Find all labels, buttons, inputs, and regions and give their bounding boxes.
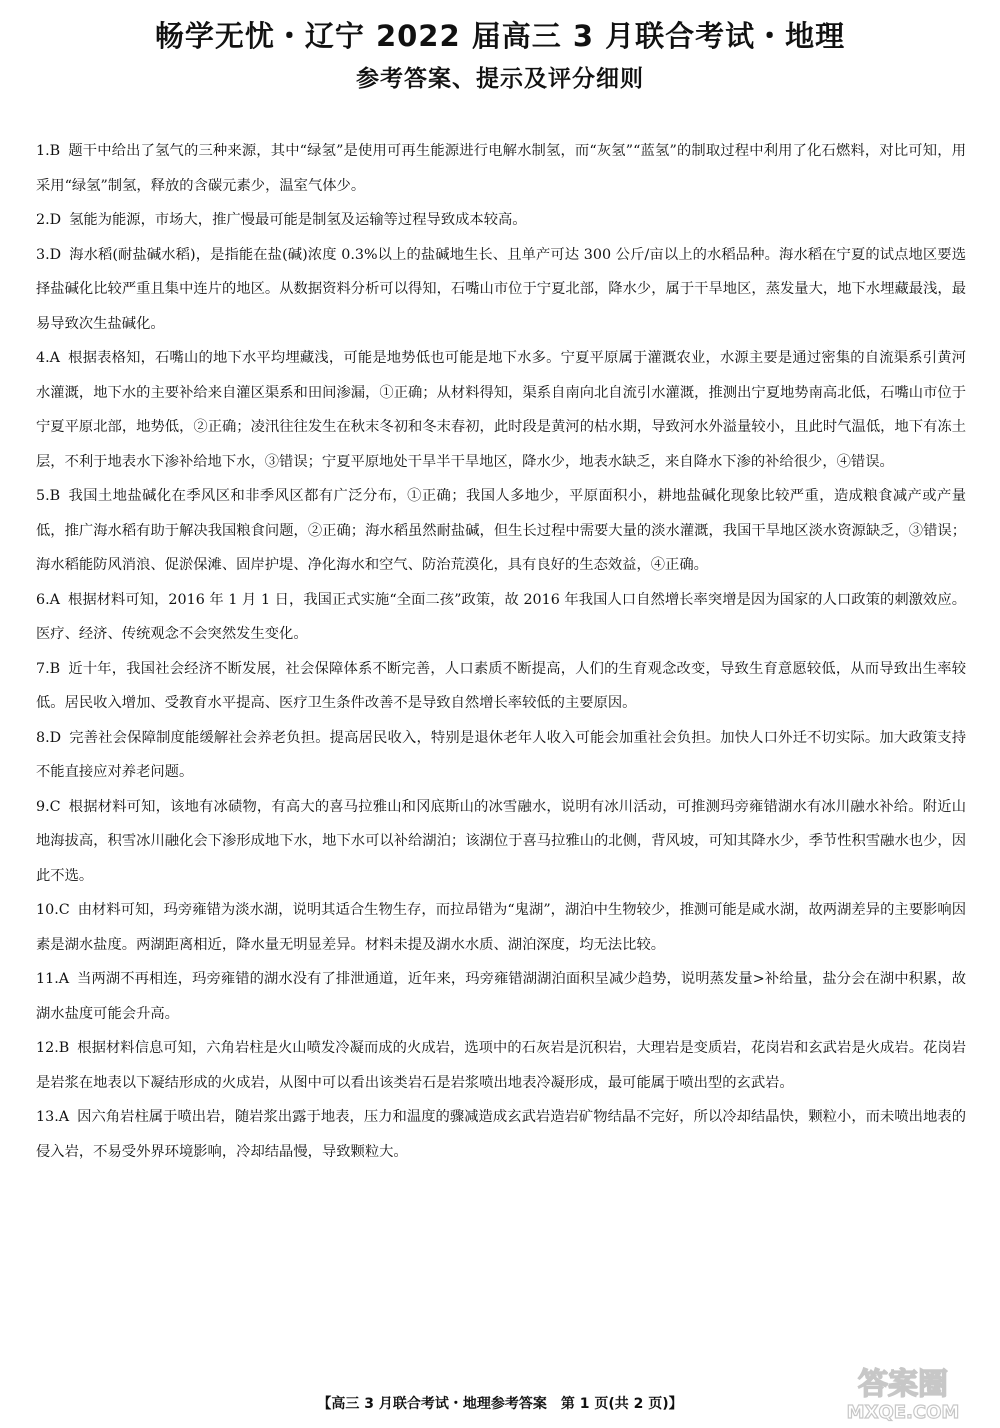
watermark-subtext: MXQE.COM <box>846 1402 960 1422</box>
answer-number: 11.A <box>36 971 70 987</box>
page-title: 畅学无忧・辽宁 2022 届高三 3 月联合考试・地理 <box>154 19 846 53</box>
answer-number: 12.B <box>36 1040 70 1056</box>
answer-text: 近十年，我国社会经济不断发展，社会保障体系不断完善，人口素质不断提高，人们的生育观念改变，导致生育意愿较低，从而导致出生率较低。居民收入增加、受教育水平提高、医疗卫生条件改善不是导致自然增长率较低的主要原因。 <box>36 660 966 711</box>
answer-number: 5.B <box>36 488 61 504</box>
answer-text: 因六角岩柱属于喷出岩，随岩浆出露于地表，压力和温度的骤减造成玄武岩造岩矿物结晶不完好，所以冷却结晶快，颗粒小，而未喷出地表的侵入岩，不易受外界环境影响，冷却结晶慢，导致颗粒大。 <box>36 1109 966 1160</box>
answer-number: 10.C <box>36 902 70 918</box>
answer-text: 根据材料可知，2016 年 1 月 1 日，我国正式实施“全面二孩”政策，故 2016 年我国人口自然增长率突增是因为国家的人口政策的刺激效应。医疗、经济、传统观念不会突然发生变化。 <box>36 591 966 642</box>
watermark-text: 答案圈 <box>858 1367 948 1402</box>
watermark-logo <box>828 1358 978 1422</box>
answer-number: 1.B <box>36 143 61 159</box>
answer-text: 海水稻(耐盐碱水稻)，是指能在盐(碱)浓度 0.3%以上的盐碱地生长、且单产可达 300 公斤/亩以上的水稻品种。海水稻在宁夏的试点地区要选择盐碱化比较严重且集中连片的地区。从数据资料分析可以得知，石嘴山市位于宁夏北部，降水少，属于干旱地区，蒸发量大，地下水埋藏最浅，最易导致次生盐碱化。 <box>36 246 966 332</box>
answer-number: 9.C <box>36 798 61 815</box>
answer-text: 根据材料可知，该地有冰碛物，有高大的喜马拉雅山和冈底斯山的冰雪融水，说明有冰川活动，可推测玛旁雍错湖水有冰川融水补给。附近山地海拔高，积雪冰川融化会下渗形成地下水，地下水可以补给湖泊；该湖位于喜马拉雅山的北侧，背风坡，可知其降水少，季节性积雪融水也少，因此不选。 <box>36 798 966 884</box>
answer-item <box>36 1100 966 1169</box>
answer-item <box>36 1031 966 1100</box>
answer-text: 完善社会保障制度能缓解社会养老负担。提高居民收入，特别是退休老年人收入可能会加重社会负担。加快人口外迁不切实际。加大政策支持不能直接应对养老问题。 <box>36 729 966 780</box>
answer-item <box>36 341 966 479</box>
answer-text: 当两湖不再相连，玛旁雍错的湖水没有了排泄通道，近年来，玛旁雍错湖湖泊面积呈减少趋势，说明蒸发量>补给量，盐分会在湖中积累，故湖水盐度可能会升高。 <box>36 971 966 1022</box>
answer-item <box>36 721 966 790</box>
answer-item <box>36 238 966 342</box>
answer-number: 6.A <box>36 591 60 608</box>
answer-number: 3.D <box>36 246 62 263</box>
page-footer: 【高三 3 月联合考试・地理参考答案 第 1 页(共 2 页)】 <box>317 1396 683 1412</box>
answer-number: 2.D <box>36 212 62 228</box>
answer-item <box>36 962 966 1031</box>
answer-text: 根据材料信息可知，六角岩柱是火山喷发冷凝而成的火成岩，选项中的石灰岩是沉积岩，大理岩是变质岩，花岗岩和玄武岩是火成岩。花岗岩是岩浆在地表以下凝结形成的火成岩，从图中可以看出该类岩石是岩浆喷出地表冷凝形成，最可能属于喷出型的玄武岩。 <box>36 1040 966 1091</box>
answer-number: 13.A <box>36 1109 70 1125</box>
answer-item <box>36 583 966 652</box>
answer-item <box>36 893 966 962</box>
answer-item <box>36 479 966 583</box>
answer-text: 题干中给出了氢气的三种来源，其中“绿氢”是使用可再生能源进行电解水制氢，而“灰氢”“蓝氢”的制取过程中利用了化石燃料，对比可知，用采用“绿氢”制氢，释放的含碳元素少，温室气体少。 <box>36 143 966 194</box>
answer-text: 氢能为能源，市场大，推广慢最可能是制氢及运输等过程导致成本较高。 <box>69 212 527 228</box>
page-subtitle: 参考答案、提示及评分细则 <box>356 66 644 92</box>
answer-number: 8.D <box>36 729 62 746</box>
answer-text: 由材料可知，玛旁雍错为淡水湖，说明其适合生物生存，而拉昂错为“鬼湖”，湖泊中生物较少，推测可能是咸水湖，故两湖差异的主要影响因素是湖水盐度。两湖距离相近，降水量无明显差异。材料未提及湖水水质、湖泊深度，均无法比较。 <box>36 902 966 953</box>
answer-item <box>36 652 966 721</box>
answer-item <box>36 203 966 238</box>
answers-list <box>36 134 966 1169</box>
answer-item <box>36 134 966 203</box>
answer-text: 根据表格知，石嘴山的地下水平均埋藏浅，可能是地势低也可能是地下水多。宁夏平原属于灌溉农业，水源主要是通过密集的自流渠系引黄河水灌溉，地下水的主要补给来自灌区渠系和田间渗漏，①正确；从材料得知，渠系自南向北自流引水灌溉，推测出宁夏地势南高北低，石嘴山市位于宁夏平原北部，地势低，②正确；凌汛往往发生在秋末冬初和冬末春初，此时段是黄河的枯水期，导致河水外溢量较小，且此时气温低，地下有冻土层，不利于地表水下渗补给地下水，③错误；宁夏平原地处干旱半干旱地区，降水少，地表水缺乏，来自降水下渗的补给很少，④错误。 <box>36 350 966 470</box>
answer-text: 我国土地盐碱化在季风区和非季风区都有广泛分布，①正确；我国人多地少，平原面积小，耕地盐碱化现象比较严重，造成粮食减产或产量低，推广海水稻有助于解决我国粮食问题，②正确；海水稻虽然耐盐碱，但生长过程中需要大量的淡水灌溉，我国干旱地区淡水资源缺乏，③错误；海水稻能防风消浪、促淤保滩、固岸护堤、净化海水和空气、防治荒漠化，具有良好的生态效益，④正确。 <box>36 488 966 573</box>
answer-item <box>36 790 966 894</box>
answer-number: 7.B <box>36 660 61 677</box>
answer-number: 4.A <box>36 350 60 366</box>
